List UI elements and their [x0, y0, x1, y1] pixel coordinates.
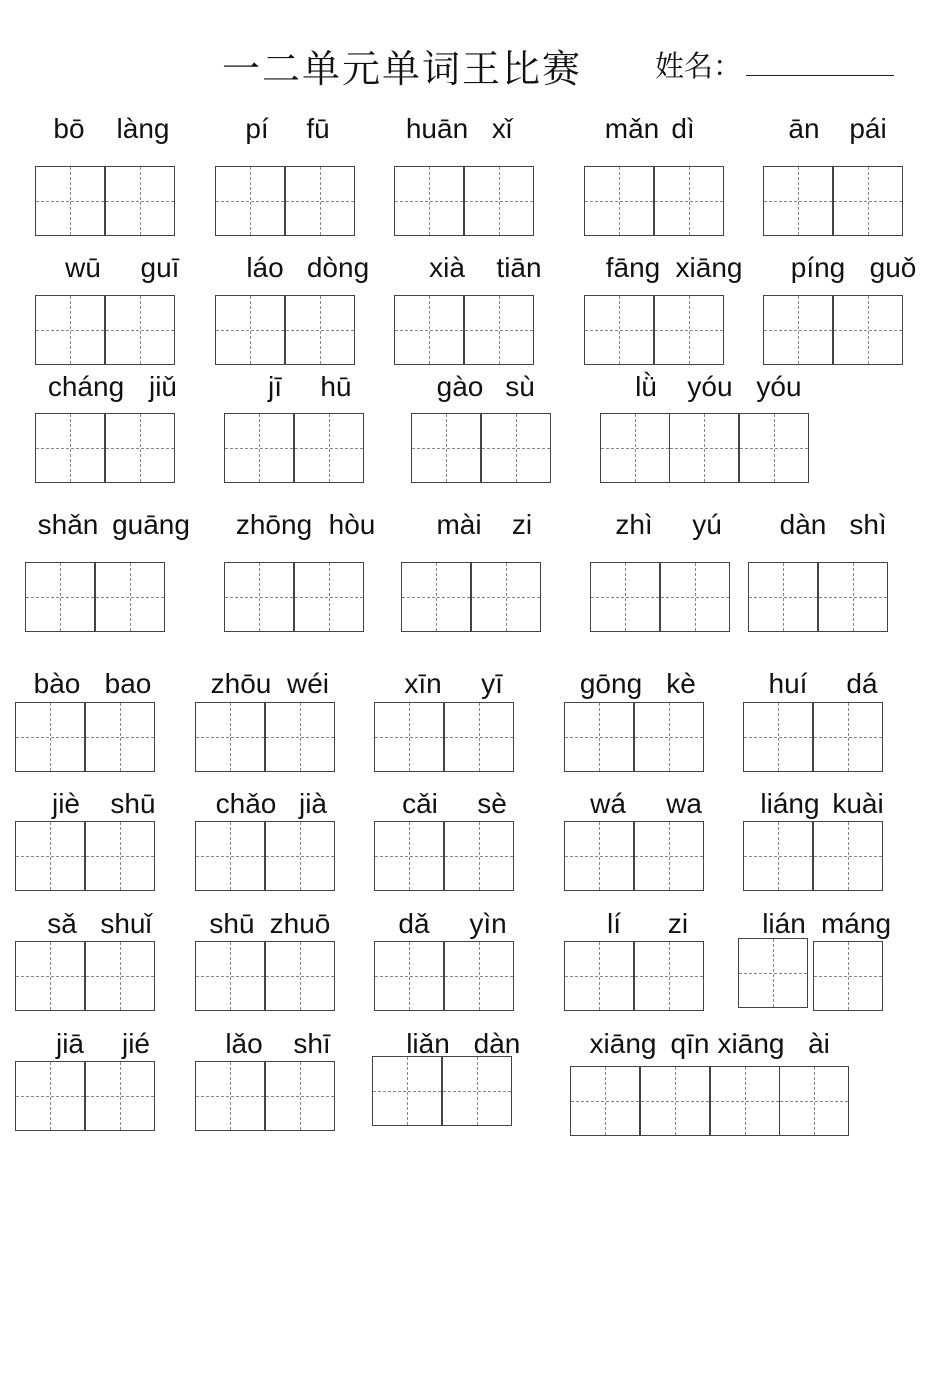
writing-cell[interactable] — [471, 562, 541, 632]
grid-guide-vertical — [619, 167, 620, 235]
pinyin-label: guāng — [112, 509, 190, 540]
grid-guide-vertical — [120, 942, 121, 1010]
writing-cell[interactable] — [464, 295, 534, 365]
pinyin-label: láo — [246, 252, 284, 283]
pinyin-label: wéi — [286, 668, 330, 699]
writing-cell[interactable] — [105, 295, 175, 365]
grid-guide-vertical — [599, 703, 600, 771]
page-title: 一二单元单词王比赛 — [222, 47, 583, 91]
writing-cell[interactable] — [818, 562, 888, 632]
grid-guide-vertical — [479, 822, 480, 890]
pinyin-label: xīn — [404, 668, 442, 699]
pinyin-label: máng — [820, 908, 892, 939]
grid-guide-vertical — [259, 563, 260, 631]
pinyin-label: shū — [209, 908, 255, 939]
pinyin-label: zhuō — [269, 908, 331, 939]
pinyin-label: huān — [405, 113, 469, 144]
grid-guide-vertical — [774, 414, 775, 482]
pinyin-label: zhì — [615, 509, 653, 540]
pinyin-label: ān — [788, 113, 820, 144]
writing-cell[interactable] — [35, 295, 105, 365]
grid-guide-vertical — [259, 414, 260, 482]
writing-cell[interactable] — [105, 413, 175, 483]
pinyin-label: yú — [692, 509, 722, 540]
pinyin-label: bao — [104, 668, 152, 699]
grid-guide-vertical — [619, 296, 620, 364]
grid-guide-vertical — [70, 296, 71, 364]
pinyin-label: tiān — [496, 252, 542, 283]
writing-cell[interactable] — [813, 702, 883, 772]
writing-cell[interactable] — [265, 941, 335, 1011]
pinyin-label: jiè — [51, 788, 81, 819]
pinyin-label: jiǔ — [148, 371, 178, 402]
writing-cell[interactable] — [444, 702, 514, 772]
writing-cell[interactable] — [584, 295, 654, 365]
grid-guide-vertical — [479, 942, 480, 1010]
pinyin-label: shǎn — [37, 509, 99, 540]
grid-guide-vertical — [635, 414, 636, 482]
writing-cell[interactable] — [590, 562, 660, 632]
writing-cell[interactable] — [224, 562, 294, 632]
pinyin-label: lǎo — [225, 1028, 263, 1059]
writing-cell[interactable] — [401, 562, 471, 632]
writing-cell[interactable] — [374, 941, 444, 1011]
grid-guide-vertical — [70, 414, 71, 482]
grid-guide-vertical — [130, 563, 131, 631]
pinyin-label: lián — [762, 908, 806, 939]
grid-guide-vertical — [329, 414, 330, 482]
pinyin-label: chǎo — [215, 788, 277, 819]
writing-cell[interactable] — [743, 702, 813, 772]
grid-guide-vertical — [140, 296, 141, 364]
pinyin-label: shì — [849, 509, 887, 540]
grid-guide-vertical — [120, 1062, 121, 1130]
writing-cell[interactable] — [813, 941, 883, 1011]
writing-cell[interactable] — [564, 702, 634, 772]
pinyin-label: gào — [436, 371, 484, 402]
pinyin-label: yī — [481, 668, 503, 699]
grid-guide-vertical — [446, 414, 447, 482]
grid-guide-vertical — [120, 703, 121, 771]
pinyin-label: shī — [293, 1028, 331, 1059]
pinyin-label: cǎi — [402, 788, 438, 819]
name-field[interactable] — [746, 75, 894, 76]
grid-guide-vertical — [477, 1057, 478, 1125]
writing-cell[interactable] — [444, 821, 514, 891]
writing-cell[interactable] — [294, 562, 364, 632]
grid-guide-vertical — [704, 414, 705, 482]
grid-guide-vertical — [745, 1067, 746, 1135]
writing-cell[interactable] — [35, 166, 105, 236]
grid-guide-vertical — [320, 167, 321, 235]
grid-guide-vertical — [689, 167, 690, 235]
writing-cell[interactable] — [374, 821, 444, 891]
grid-guide-vertical — [436, 563, 437, 631]
pinyin-label: dì — [671, 113, 695, 144]
grid-guide-vertical — [848, 942, 849, 1010]
writing-cell[interactable] — [600, 413, 670, 483]
writing-cell[interactable] — [634, 821, 704, 891]
name-label: 姓名： — [655, 49, 743, 83]
writing-cell[interactable] — [25, 562, 95, 632]
pinyin-label: guǒ — [869, 252, 917, 283]
pinyin-label: mài — [436, 509, 482, 540]
pinyin-label: zi — [667, 908, 689, 939]
grid-guide-vertical — [250, 296, 251, 364]
writing-cell[interactable] — [444, 941, 514, 1011]
grid-guide-vertical — [798, 167, 799, 235]
pinyin-label: lí — [607, 908, 621, 939]
grid-guide-vertical — [479, 703, 480, 771]
writing-cell[interactable] — [105, 166, 175, 236]
grid-guide-vertical — [70, 167, 71, 235]
writing-cell[interactable] — [285, 166, 355, 236]
writing-cell[interactable] — [265, 702, 335, 772]
pinyin-label: qīn — [670, 1028, 710, 1059]
writing-cell[interactable] — [738, 938, 808, 1008]
pinyin-label: jià — [298, 788, 328, 819]
writing-cell[interactable] — [195, 702, 265, 772]
grid-guide-vertical — [499, 296, 500, 364]
writing-cell[interactable] — [15, 1061, 85, 1131]
pinyin-label: wū — [65, 252, 101, 283]
writing-cell[interactable] — [265, 1061, 335, 1131]
grid-guide-vertical — [814, 1067, 815, 1135]
grid-guide-vertical — [300, 822, 301, 890]
writing-cell[interactable] — [564, 821, 634, 891]
grid-guide-vertical — [853, 563, 854, 631]
grid-guide-vertical — [329, 563, 330, 631]
pinyin-label: hòu — [328, 509, 376, 540]
grid-guide-vertical — [778, 822, 779, 890]
writing-cell[interactable] — [634, 702, 704, 772]
writing-cell[interactable] — [748, 562, 818, 632]
writing-cell[interactable] — [584, 166, 654, 236]
pinyin-label: yìn — [469, 908, 507, 939]
writing-cell[interactable] — [394, 166, 464, 236]
writing-cell[interactable] — [634, 941, 704, 1011]
writing-cell[interactable] — [215, 166, 285, 236]
pinyin-label: dàn — [473, 1028, 521, 1059]
writing-cell[interactable] — [442, 1056, 512, 1126]
grid-guide-vertical — [599, 822, 600, 890]
writing-cell[interactable] — [85, 702, 155, 772]
grid-guide-vertical — [409, 942, 410, 1010]
pinyin-label: sǎ — [47, 908, 77, 939]
writing-cell[interactable] — [285, 295, 355, 365]
grid-guide-vertical — [669, 822, 670, 890]
grid-guide-vertical — [300, 942, 301, 1010]
grid-guide-vertical — [407, 1057, 408, 1125]
writing-cell[interactable] — [85, 1061, 155, 1131]
grid-guide-vertical — [230, 1062, 231, 1130]
grid-guide-vertical — [120, 822, 121, 890]
pinyin-label: wa — [666, 788, 702, 819]
pinyin-label: sè — [477, 788, 507, 819]
pinyin-label: bào — [33, 668, 81, 699]
grid-guide-vertical — [848, 822, 849, 890]
pinyin-label: wá — [590, 788, 626, 819]
grid-guide-vertical — [798, 296, 799, 364]
pinyin-label: lǜ — [635, 371, 657, 402]
grid-guide-vertical — [50, 703, 51, 771]
writing-cell[interactable] — [294, 413, 364, 483]
grid-guide-vertical — [429, 167, 430, 235]
writing-cell[interactable] — [763, 295, 833, 365]
writing-cell[interactable] — [464, 166, 534, 236]
writing-cell[interactable] — [779, 1066, 849, 1136]
writing-cell[interactable] — [374, 702, 444, 772]
writing-cell[interactable] — [570, 1066, 640, 1136]
pinyin-label: ài — [808, 1028, 830, 1059]
pinyin-label: yóu — [687, 371, 733, 402]
writing-cell[interactable] — [763, 166, 833, 236]
pinyin-label: píng — [790, 252, 846, 283]
grid-guide-vertical — [409, 703, 410, 771]
pinyin-label: huí — [768, 668, 808, 699]
pinyin-label: dǎ — [398, 908, 430, 939]
writing-cell[interactable] — [195, 821, 265, 891]
grid-guide-vertical — [695, 563, 696, 631]
writing-cell[interactable] — [215, 295, 285, 365]
pinyin-label: zhōng — [235, 509, 313, 540]
grid-guide-vertical — [140, 414, 141, 482]
writing-cell[interactable] — [710, 1066, 780, 1136]
grid-guide-vertical — [868, 296, 869, 364]
writing-cell[interactable] — [85, 821, 155, 891]
grid-guide-vertical — [516, 414, 517, 482]
pinyin-label: xǐ — [491, 113, 513, 144]
pinyin-label: xiāng — [717, 1028, 785, 1059]
writing-cell[interactable] — [15, 702, 85, 772]
pinyin-label: zhōu — [210, 668, 272, 699]
pinyin-label: jié — [121, 1028, 151, 1059]
writing-cell[interactable] — [411, 413, 481, 483]
pinyin-label: gōng — [579, 668, 643, 699]
pinyin-label: jī — [268, 371, 282, 402]
pinyin-label: làng — [116, 113, 170, 144]
writing-cell[interactable] — [35, 413, 105, 483]
grid-guide-vertical — [429, 296, 430, 364]
grid-guide-vertical — [625, 563, 626, 631]
grid-guide-vertical — [773, 939, 774, 1007]
grid-guide-vertical — [320, 296, 321, 364]
grid-guide-vertical — [848, 703, 849, 771]
writing-cell[interactable] — [660, 562, 730, 632]
writing-cell[interactable] — [654, 295, 724, 365]
writing-cell[interactable] — [813, 821, 883, 891]
grid-guide-vertical — [140, 167, 141, 235]
grid-guide-vertical — [689, 296, 690, 364]
grid-guide-vertical — [499, 167, 500, 235]
writing-cell[interactable] — [394, 295, 464, 365]
grid-guide-vertical — [300, 703, 301, 771]
grid-guide-vertical — [230, 822, 231, 890]
grid-guide-vertical — [409, 822, 410, 890]
grid-guide-vertical — [50, 822, 51, 890]
pinyin-label: yóu — [756, 371, 802, 402]
pinyin-label: mǎn — [604, 113, 660, 144]
pinyin-label: bō — [53, 113, 85, 144]
grid-guide-vertical — [778, 703, 779, 771]
pinyin-label: pái — [849, 113, 887, 144]
grid-guide-vertical — [50, 1062, 51, 1130]
pinyin-label: fāng — [605, 252, 661, 283]
writing-cell[interactable] — [265, 821, 335, 891]
writing-cell[interactable] — [654, 166, 724, 236]
pinyin-label: shū — [110, 788, 156, 819]
pinyin-label: xiāng — [589, 1028, 657, 1059]
writing-cell[interactable] — [743, 821, 813, 891]
pinyin-label: hū — [320, 371, 352, 402]
pinyin-label: kè — [666, 668, 696, 699]
writing-cell[interactable] — [833, 295, 903, 365]
writing-cell[interactable] — [195, 1061, 265, 1131]
pinyin-label: zi — [511, 509, 533, 540]
pinyin-label: jiā — [55, 1028, 85, 1059]
pinyin-label: liǎn — [406, 1028, 450, 1059]
writing-cell[interactable] — [372, 1056, 442, 1126]
grid-guide-vertical — [230, 703, 231, 771]
pinyin-label: fū — [306, 113, 330, 144]
writing-cell[interactable] — [669, 413, 739, 483]
pinyin-label: xiāng — [675, 252, 743, 283]
grid-guide-vertical — [230, 942, 231, 1010]
grid-guide-vertical — [675, 1067, 676, 1135]
grid-guide-vertical — [506, 563, 507, 631]
writing-cell[interactable] — [640, 1066, 710, 1136]
pinyin-label: cháng — [47, 371, 125, 402]
writing-cell[interactable] — [195, 941, 265, 1011]
grid-guide-vertical — [50, 942, 51, 1010]
grid-guide-vertical — [605, 1067, 606, 1135]
pinyin-label: dàn — [779, 509, 827, 540]
pinyin-label: dá — [846, 668, 878, 699]
pinyin-label: xià — [429, 252, 465, 283]
writing-cell[interactable] — [224, 413, 294, 483]
grid-guide-vertical — [60, 563, 61, 631]
pinyin-label: sù — [505, 371, 535, 402]
writing-cell[interactable] — [481, 413, 551, 483]
writing-cell[interactable] — [85, 941, 155, 1011]
writing-cell[interactable] — [739, 413, 809, 483]
pinyin-label: shuǐ — [100, 908, 152, 939]
grid-guide-vertical — [868, 167, 869, 235]
writing-cell[interactable] — [95, 562, 165, 632]
writing-cell[interactable] — [15, 941, 85, 1011]
pinyin-label: pí — [245, 113, 269, 144]
grid-guide-vertical — [783, 563, 784, 631]
pinyin-label: dòng — [306, 252, 370, 283]
grid-guide-vertical — [250, 167, 251, 235]
writing-cell[interactable] — [833, 166, 903, 236]
grid-guide-vertical — [669, 942, 670, 1010]
grid-guide-vertical — [669, 703, 670, 771]
pinyin-label: guī — [140, 252, 180, 283]
writing-cell[interactable] — [15, 821, 85, 891]
pinyin-label: liáng — [760, 788, 820, 819]
grid-guide-vertical — [599, 942, 600, 1010]
pinyin-label: kuài — [832, 788, 884, 819]
writing-cell[interactable] — [564, 941, 634, 1011]
grid-guide-vertical — [300, 1062, 301, 1130]
